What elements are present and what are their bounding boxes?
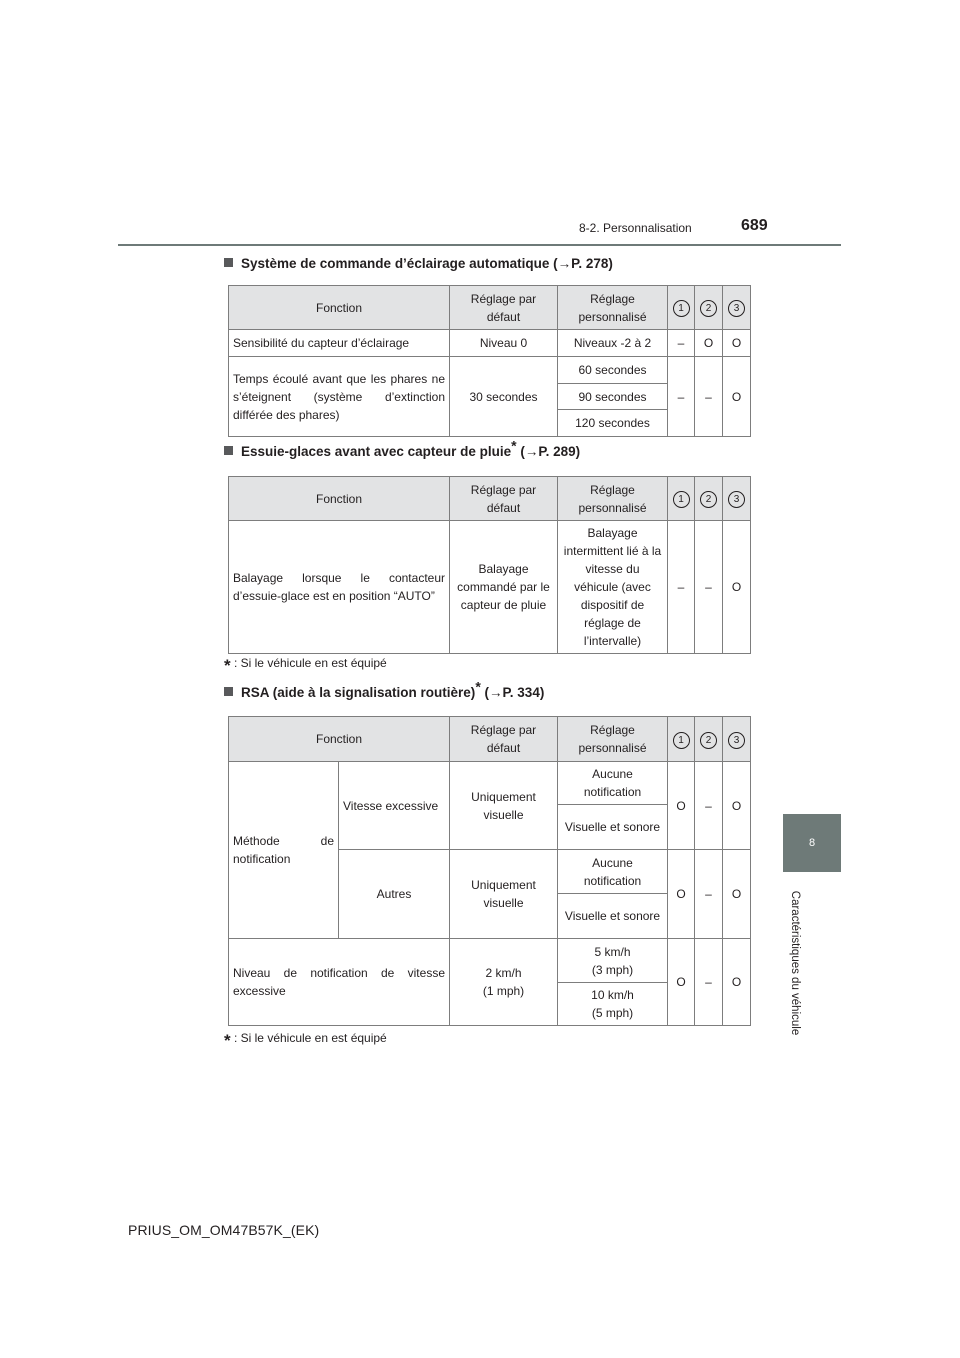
chapter-title-vertical: Caractéristiques du véhicule	[789, 890, 801, 1036]
col-header-1: 1	[668, 477, 695, 521]
section-heading-auto-lighting: Système de commande d’éclairage automatique (→P. 278)	[224, 256, 613, 271]
col-header-2: 2	[695, 717, 723, 762]
col-header-2: 2	[695, 286, 723, 330]
chapter-tab: 8	[783, 814, 841, 872]
col-header-perso: Réglage personnalisé	[558, 286, 668, 330]
footnote-equipped: * : Si le véhicule en est équipé	[224, 1031, 387, 1050]
col-header-2: 2	[695, 477, 723, 521]
table-row: Sensibilité du capteur d’éclairage Niveau 0 Niveaux -2 à 2 – O O	[229, 330, 751, 357]
page-number: 689	[741, 217, 768, 234]
col-header-1: 1	[668, 286, 695, 330]
table-row: Temps écoulé avant que les phares ne s’éteignent (système d’extinction différée des phares) 30 secondes 60 secondes – – O	[229, 357, 751, 384]
header-section-title: 8-2. Personnalisation	[579, 221, 692, 235]
table-rsa: Fonction Réglage par défaut Réglage personnalisé 1 2 3 Méthode de notification Vitesse excessive Uniquement visuelle Aucune notification O – O Visuelle et sonore Autres Uniquement visuelle Aucune notification O – O Visuelle et sonore Niveau de notification de vitesse excessive 2 km/h (1 mph) 5 km/h (3 mph) O – O 10 km/h (5 mph)	[228, 716, 751, 1026]
table-auto-lighting: Fonction Réglage par défaut Réglage personnalisé 1 2 3 Sensibilité du capteur d’éclairage Niveau 0 Niveaux -2 à 2 – O O Temps écoulé avant que les phares ne s’éteignent (système d’extinction différée des phares) 30 secondes 60 secondes – – O 90 secondes 120 secondes	[228, 285, 751, 437]
bullet-square-icon	[224, 446, 233, 455]
footnote-equipped: * : Si le véhicule en est équipé	[224, 656, 387, 675]
table-row: Méthode de notification Vitesse excessive Uniquement visuelle Aucune notification O – O	[229, 762, 751, 805]
table-rain-sensor	[228, 476, 751, 654]
col-header-perso: Réglage personnalisé	[558, 477, 668, 521]
col-header-3: 3	[723, 286, 751, 330]
section-heading-rsa: RSA (aide à la signalisation routière)* (→P. 334)	[224, 685, 544, 700]
table-row: Autres Uniquement visuelle Aucune notification O – O	[229, 850, 751, 894]
bullet-square-icon	[224, 258, 233, 267]
col-header-3: 3	[723, 717, 751, 762]
col-header-fonction: Fonction	[229, 477, 450, 521]
col-header-3: 3	[723, 477, 751, 521]
section-heading-rain-sensor: Essuie-glaces avant avec capteur de pluie* (→P. 289)	[224, 444, 580, 459]
table-row: Balayage lorsque le contacteur d’essuie-glace est en position “AUTO” Balayage commandé par le capteur de pluie Balayage intermittent lié à la vitesse du véhicule (avec dispositif de réglage de l’intervalle) – – O	[229, 521, 751, 654]
document-id: PRIUS_OM_OM47B57K_(EK)	[128, 1222, 320, 1238]
header-rule	[118, 244, 841, 246]
col-header-defaut: Réglage par défaut	[450, 477, 558, 521]
col-header-fonction: Fonction	[229, 286, 450, 330]
col-header-fonction: Fonction	[229, 717, 450, 762]
col-header-defaut: Réglage par défaut	[450, 286, 558, 330]
col-header-defaut: Réglage par défaut	[450, 717, 558, 762]
col-header-1: 1	[668, 717, 695, 762]
bullet-square-icon	[224, 687, 233, 696]
col-header-perso: Réglage personnalisé	[558, 717, 668, 762]
table-row: Niveau de notification de vitesse excessive 2 km/h (1 mph) 5 km/h (3 mph) O – O	[229, 939, 751, 983]
